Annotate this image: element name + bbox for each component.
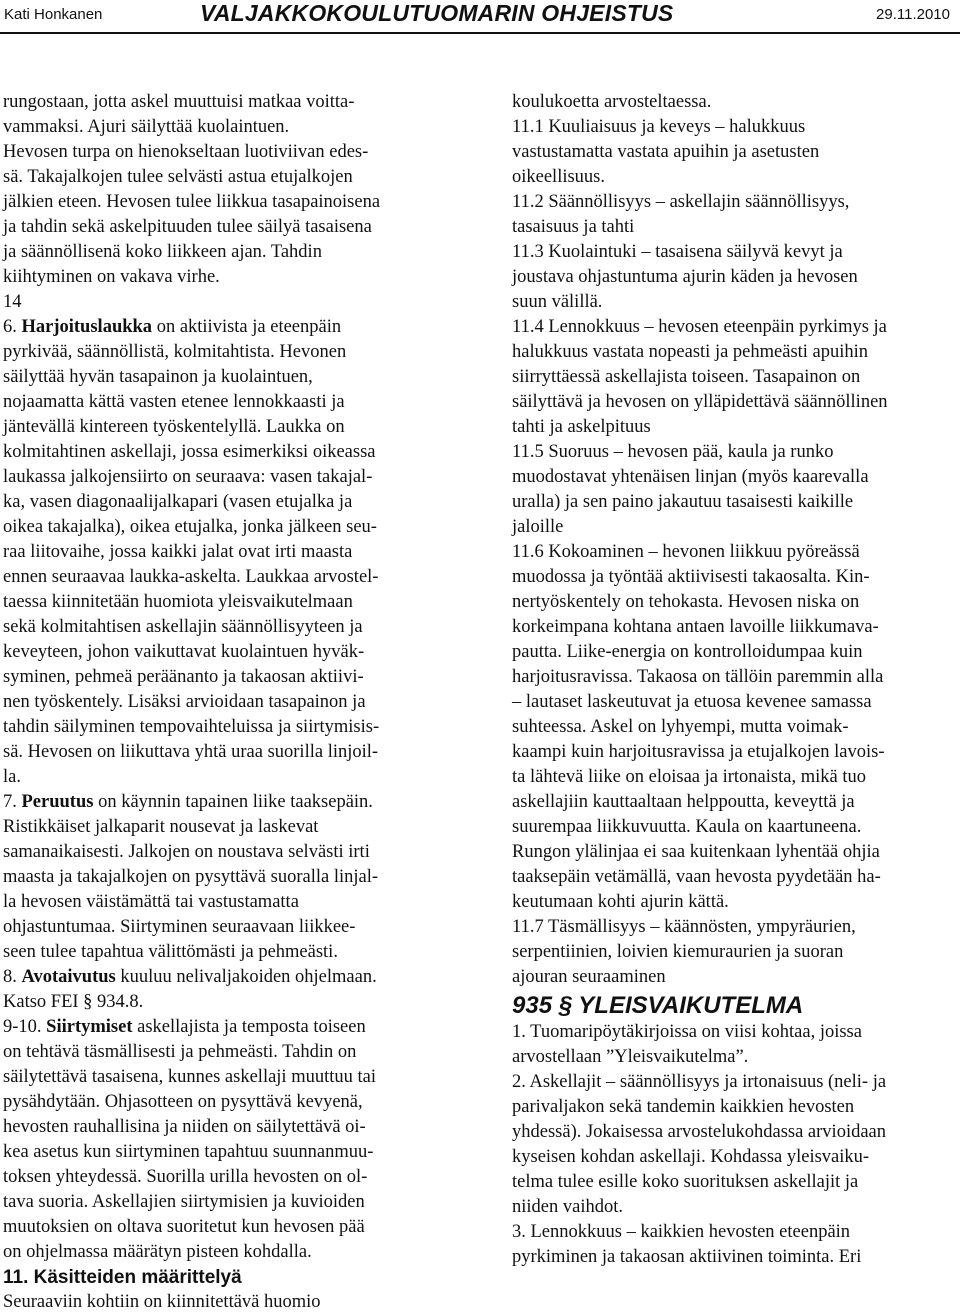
text-line: 11.6 Kokoaminen – hevonen liikkuu pyöreässä: [512, 542, 860, 562]
text-line: ja tahdin sekä askelpituuden tulee säilyä tasaisena: [3, 217, 372, 237]
text-line: suun välillä.: [512, 292, 603, 312]
text-line: seen tulee tapahtua välittömästi ja pehmeästi.: [3, 942, 338, 962]
text-line: pautta. Liike-energia on kontrolloidumpaa kuin: [512, 642, 863, 662]
header-title: VALJAKKOKOULUTUOMARIN OHJEISTUS: [200, 0, 674, 26]
text-line: harjoitusravissa. Takaosa on tällöin paremmin alla: [512, 667, 884, 687]
text-line: kyseisen kohdan askellaji. Kohdassa yleisvaiku-: [512, 1147, 870, 1167]
text-line: samanaikaisesti. Jalkojen on noustava selvästi irti: [3, 842, 370, 862]
text-line: pysähdytään. Ohjasotteen on pysyttävä kevyenä,: [3, 1092, 363, 1112]
text-line: 11.1 Kuuliaisuus ja keveys – halukkuus: [512, 117, 806, 137]
text-line: sä. Hevosen on liikuttava yhtä uraa suorilla linjoil-: [3, 742, 379, 762]
text-line: syminen, pehmeä peräänanto ja takaosan aktiivi-: [3, 667, 364, 687]
item-term: Harjoituslaukka: [21, 317, 153, 337]
text-line: parivaljakon sekä tandemin kaikkien hevosten: [512, 1097, 855, 1117]
text-line: la hevosen väistämättä tai vastustamatta: [3, 892, 299, 912]
text-line: vastustamatta vastata apuihin ja asetusten: [512, 142, 820, 162]
text-line: pyrkiminen ja takaosan aktiivinen toiminta. Eri: [512, 1247, 862, 1267]
section-heading-large: 935 § YLEISVAIKUTELMA: [512, 992, 804, 1019]
text-line: [3, 790, 463, 815]
text-line: suurempaa liikkuvuutta. Kaula on kaartuneena.: [512, 817, 862, 837]
item-text: on käynnin tapainen liike taaksepäin.: [93, 792, 373, 812]
item-text: on aktiivista ja eteenpäin: [152, 317, 342, 337]
text-line: tahdin säilyminen tempovaihteluissa ja siirtymisis-: [3, 717, 380, 737]
text-line: maasta ja takajalkojen on pysyttävä suoralla linjal-: [3, 867, 379, 887]
text-line: Seuraaviin kohtiin on kiinnitettävä huomio: [3, 1292, 321, 1312]
text-line: sä. Takajalkojen tulee selvästi astua etujalkojen: [3, 167, 353, 187]
text-line: tava suoria. Askellajien siirtymisien ja kuvioiden: [3, 1192, 365, 1212]
text-line: on ohjelmassa määrätyn pisteen kohdalla.: [3, 1242, 312, 1262]
text-line: toksen yhteydessä. Suorilla urilla hevosten on ol-: [3, 1167, 368, 1187]
item-text: askellajista ja temposta toiseen: [132, 1017, 366, 1037]
page-header: [0, 0, 960, 36]
text-line: ja säännöllisenä koko liikkeen ajan. Tahdin: [3, 242, 322, 262]
text-line: taaksepäin vetämällä, vaan hevosta pyydetään ha-: [512, 867, 881, 887]
text-line: 11.3 Kuolaintuki – tasaisena säilyvä kevyt ja: [512, 242, 843, 262]
text-line: rungostaan, jotta askel muuttuisi matkaa voitta-: [3, 92, 355, 112]
text-line: keutumaan kohti ajurin kättä.: [512, 892, 729, 912]
item-term: Peruutus: [21, 792, 94, 812]
text-line: – lautaset laskeutuvat ja etuosa kevenee samassa: [512, 692, 872, 712]
text-line: 1. Tuomaripöytäkirjoissa on viisi kohtaa, joissa: [512, 1022, 862, 1042]
text-line: kaampi kuin harjoitusravissa ja etujalkojen lavois-: [512, 742, 885, 762]
text-line: uralla) ja sen paino jakautuu tasaisesti kaikille: [512, 492, 854, 512]
text-line: askellajiin kauttaaltaan helppoutta, keveyttä ja: [512, 792, 855, 812]
text-line: joustava ohjastuntuma ajurin käden ja hevosen: [512, 267, 858, 287]
text-line: Ristikkäiset jalkaparit nousevat ja laskevat: [3, 817, 319, 837]
text-line: yhdessä). Jokaisessa arvostelukohdassa arvioidaan: [512, 1122, 887, 1142]
text-line: arvostellaan ”Yleisvaikutelma”.: [512, 1047, 749, 1067]
item-number: 6.: [3, 317, 22, 337]
header-date: 29.11.2010: [876, 6, 950, 23]
right-column: [512, 90, 960, 1270]
text-line: pyrkivää, säännöllistä, kolmitahtista. Hevonen: [3, 342, 347, 362]
text-line: tasaisuus ja tahti: [512, 217, 635, 237]
header-author: Kati Honkanen: [4, 6, 103, 23]
text-line: niiden vaihdot.: [512, 1197, 623, 1217]
text-line: 3. Lennokkuus – kaikkien hevosten eteenpäin: [512, 1222, 851, 1242]
item-number: 7.: [3, 792, 22, 812]
text-line: telma tulee esille koko suorituksen askellajit ja: [512, 1172, 859, 1192]
item-term: Siirtymiset: [46, 1017, 133, 1037]
section-heading: 11. Käsitteiden määrittelyä: [3, 1267, 242, 1288]
text-line: 11.4 Lennokkuus – hevosen eteenpäin pyrkimys ja: [512, 317, 887, 337]
text-line: 2. Askellajit – säännöllisyys ja irtonaisuus (neli- ja: [512, 1072, 887, 1092]
text-line: korkeimpana kohtana antaen lavoille liikkumava-: [512, 617, 879, 637]
text-line: siirryttäessä askellajista toiseen. Tasapainon on: [512, 367, 861, 387]
text-line: sekä kolmitahtisen askellajin säännöllisyyteen ja: [3, 617, 363, 637]
text-line: Katso FEI § 934.8.: [3, 992, 144, 1012]
text-line: serpentiinien, loivien kiemuraurien ja suoran: [512, 942, 844, 962]
text-line: raa liitovaihe, jossa kaikki jalat ovat irti maasta: [3, 542, 353, 562]
text-line: laukassa jalkojensiirto on seuraava: vasen takajal-: [3, 467, 373, 487]
text-line: säilytettävä tasaisena, kunnes askellaji muuttuu tai: [3, 1067, 376, 1087]
text-line: nertyöskentely on tehokasta. Hevosen niska on: [512, 592, 860, 612]
text-line: oikeellisuus.: [512, 167, 606, 187]
text-line: ennen seuraavaa laukka-askelta. Laukkaa arvostel-: [3, 567, 379, 587]
text-line: 11.7 Täsmällisyys – käännösten, ympyräurien,: [512, 917, 856, 937]
text-line: [3, 315, 463, 340]
text-line: [3, 965, 463, 990]
text-line: kiihtyminen on vakava virhe.: [3, 267, 220, 287]
text-line: kea asetus kun siirtyminen tapahtuu suunnanmuu-: [3, 1142, 374, 1162]
text-line: suhteessa. Askel on lyhyempi, mutta voimak-: [512, 717, 849, 737]
text-line: ohjastuntumaa. Siirtyminen seuraavaan liikkee-: [3, 917, 356, 937]
text-line: keveyteen, johon vaikuttavat kuolaintuen hyväk-: [3, 642, 365, 662]
text-line: 11.5 Suoruus – hevosen pää, kaula ja runko: [512, 442, 834, 462]
text-line: jaloille: [512, 517, 564, 537]
text-line: halukkuus vastata nopeasti ja pehmeästi apuihin: [512, 342, 869, 362]
text-line: [3, 1015, 463, 1040]
text-line: la.: [3, 767, 21, 787]
text-line: kolmitahtinen askellaji, jossa esimerkiksi oikeassa: [3, 442, 376, 462]
text-line: muodossa ja työntää aktiivisesti takaosalta. Kin-: [512, 567, 870, 587]
text-line: tahti ja askelpituus: [512, 417, 651, 437]
text-line: Hevosen turpa on hienokseltaan luotiviivan edes-: [3, 142, 369, 162]
item-term: Avotaivutus: [21, 967, 116, 987]
text-line: 14: [3, 292, 22, 312]
left-column: [3, 90, 463, 1315]
text-line: ka, vasen diagonaalijalkapari (vasen etujalka ja: [3, 492, 353, 512]
text-line: Rungon ylälinjaa ei saa kuitenkaan lyhentää ohjia: [512, 842, 880, 862]
text-line: ajouran seuraaminen: [512, 967, 666, 987]
text-line: muodostavat yhtenäisen linjan (myös kaarevalla: [512, 467, 869, 487]
header-rule: [0, 32, 960, 34]
text-line: jäntevällä kintereen työskentelyllä. Laukka on: [3, 417, 345, 437]
text-line: 11.2 Säännöllisyys – askellajin säännöllisyys,: [512, 192, 850, 212]
text-line: säilyttävä ja hevosen on ylläpidettävä säännöllinen: [512, 392, 888, 412]
text-line: on tehtävä täsmällisesti ja pehmeästi. Tahdin on: [3, 1042, 357, 1062]
text-line: nojaamatta kättä vasten etenee lennokkaasti ja: [3, 392, 345, 412]
text-line: hevosten rauhallisina ja niiden on säilytettävä oi-: [3, 1117, 366, 1137]
text-line: nen työskentely. Lisäksi arvioidaan tasapainon ja: [3, 692, 366, 712]
text-line: jälkien eteen. Hevosen tulee liikkua tasapainoisena: [3, 192, 381, 212]
text-line: oikea takajalka), oikea etujalka, jonka jälkeen seu-: [3, 517, 377, 537]
item-text: kuuluu nelivaljakoiden ohjelmaan.: [115, 967, 377, 987]
text-line: vammaksi. Ajuri säilyttää kuolaintuen.: [3, 117, 290, 137]
text-line: ta lähtevä liike on eloisaa ja irtonaista, mikä tuo: [512, 767, 866, 787]
text-line: taessa kiinnitetään huomiota yleisvaikutelmaan: [3, 592, 353, 612]
item-number: 9-10.: [3, 1017, 47, 1037]
text-line: muutoksien on oltava suoritetut kun hevosen pää: [3, 1217, 365, 1237]
text-line: säilyttää hyvän tasapainon ja kuolaintuen,: [3, 367, 313, 387]
item-number: 8.: [3, 967, 22, 987]
text-line: koulukoetta arvosteltaessa.: [512, 92, 712, 112]
